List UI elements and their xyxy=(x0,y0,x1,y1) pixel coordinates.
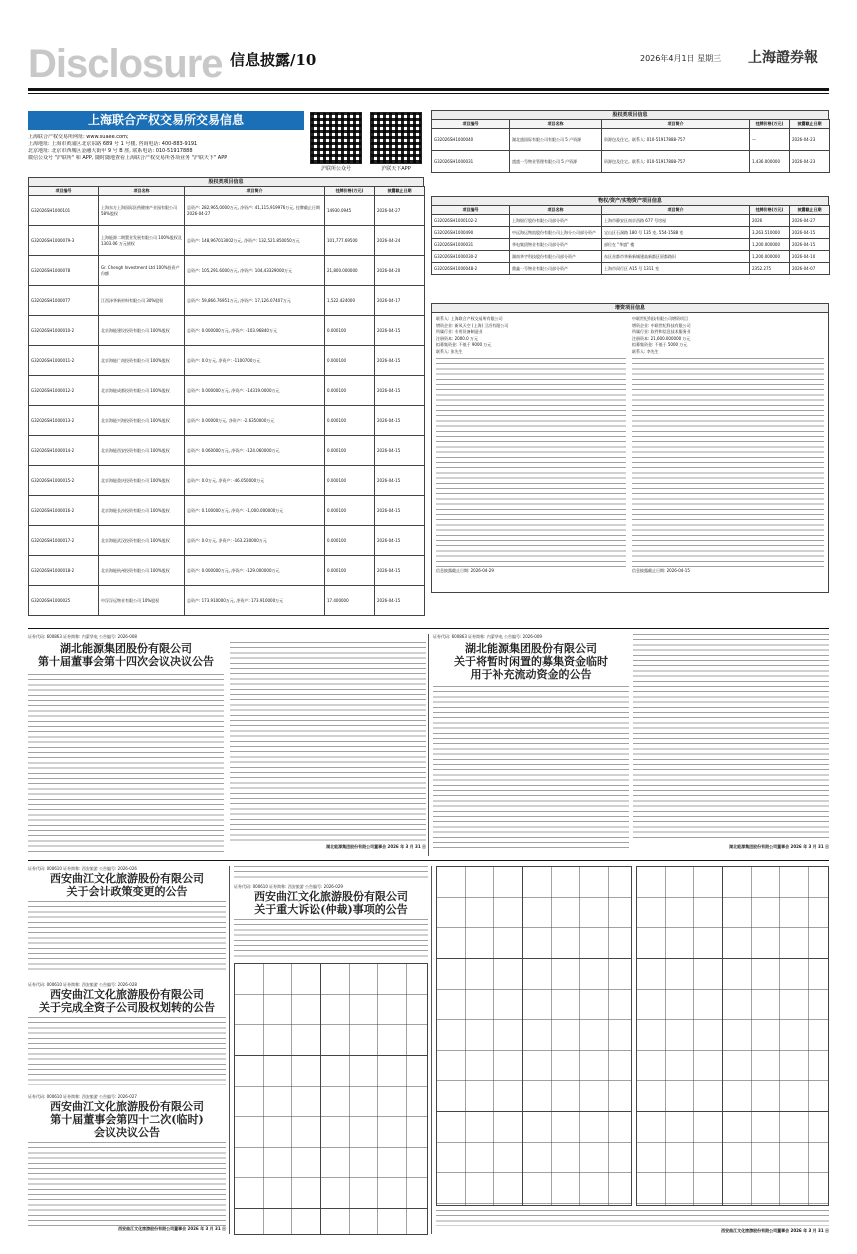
table-cell: 总资产: 0.00000万元, 净资产: -2.6350000万元 xyxy=(185,406,325,436)
notice-title: 西安曲江文化旅游股份有限公司 xyxy=(50,872,204,885)
table-cell: Gr. Chengh Investment Ltd 100%投资产份额 xyxy=(99,256,185,286)
table-cell: 2026-04-15 xyxy=(375,436,425,466)
table-cell: 北京海能重庆投资有限公司 100%股权 xyxy=(99,466,185,496)
notice-xian-litigation xyxy=(234,866,428,1234)
table-cell: 资源包及住宅。联系人: 010-51917888-757 xyxy=(602,129,750,151)
table-row xyxy=(432,239,830,251)
table-row xyxy=(29,586,425,616)
table-cell: 上海能源二期置业发展有限公司 100%股权及 1303.06 万元债权 xyxy=(99,226,185,256)
table-cell: 0.000100 xyxy=(325,316,375,346)
recruit-line: 注册资本: 2000.0 万元 xyxy=(436,335,478,341)
col-header: 项目编号 xyxy=(432,206,510,215)
recruit-right xyxy=(632,316,824,575)
table-row xyxy=(29,286,425,316)
notice-xian-board xyxy=(28,1094,226,1234)
body-text-block xyxy=(633,634,829,842)
table-cell: 部位在 "华盛" 楼 xyxy=(602,239,750,251)
recruit-line: 所属行业: 软件和信息技术服务业 xyxy=(632,329,691,334)
table-cell: 北京海能兴海投资有限公司 100%股权 xyxy=(99,406,185,436)
notice-meta: 证券代码: 000610 证券简称: 西安旅游 公告编号: 2026-027 xyxy=(28,1094,137,1099)
equity-table-left xyxy=(28,177,424,616)
table-cell: 2026-04-15 xyxy=(375,346,425,376)
table-cell: G32026SH1000102-2 xyxy=(432,215,510,227)
table-cell: 资源包及住宅。联系人: 010-51917888-757 xyxy=(602,151,750,173)
table-cell: 2026-04-15 xyxy=(375,526,425,556)
capital-increase-box xyxy=(431,303,829,593)
table-row xyxy=(29,436,425,466)
table-cell: 1,522.424000 xyxy=(325,286,375,316)
col-header: 挂牌价格(万元) xyxy=(325,187,375,196)
table-cell: 总资产: 0.000000万元, 净资产: -14319.0000万元 xyxy=(185,376,325,406)
table-cell: 总资产: 0.000000万元, 净资产: -103.96840万元 xyxy=(185,316,325,346)
table-cell: 0.000100 xyxy=(325,526,375,556)
col-header: 项目简介 xyxy=(602,206,750,215)
table-cell: 2026-04-15 xyxy=(375,586,425,616)
table-cell: 0.000100 xyxy=(325,376,375,406)
notice-signature: 西安曲江文化旅游股份有限公司董事会 2026 年 3 月 31 日 xyxy=(118,1226,226,1231)
table-row xyxy=(29,376,425,406)
table-cell: 2026-04-15 xyxy=(375,376,425,406)
body-text-block xyxy=(28,674,224,852)
table-cell: 总资产: 0.000000万元, 净资产: -129.000000万元 xyxy=(185,556,325,586)
table-row xyxy=(29,256,425,286)
table-row xyxy=(432,215,830,227)
notice-meta: 证券代码: 600863 证券简称: 内蒙华电 公告编号: 2026-008 xyxy=(28,634,137,639)
table-cell: G32026SH1000490 xyxy=(432,227,510,239)
table-cell: 盛盛一号物业管理有限公司 5 户资源 xyxy=(510,151,602,173)
table-cell: 2026-04-24 xyxy=(375,226,425,256)
body-text-block xyxy=(230,642,426,842)
table-cell: 鼎鑫一号物业有限公司部分资产 xyxy=(510,263,602,275)
recruit-line: 拟募集资金: 不低于 9000 万元 xyxy=(436,342,492,347)
col-header: 项目编号 xyxy=(29,187,99,196)
column-rule xyxy=(431,866,432,1234)
table-cell: G32026SH1000077 xyxy=(29,286,99,316)
table-cell: 1,200.000000 xyxy=(750,239,790,251)
table-cell: 总资产: 105,291.6000万元, 净资产: 104,43329000万元 xyxy=(185,256,325,286)
col-header: 挂牌价格(万元) xyxy=(750,206,790,215)
notice-hubei-board xyxy=(28,634,426,856)
litigation-table-continued xyxy=(436,866,632,1206)
table-cell: 2026-04-15 xyxy=(375,556,425,586)
table-cell: 2352.275 xyxy=(750,263,790,275)
table-cell: 上海市闵行区 A15 号 1311 室 xyxy=(602,263,750,275)
notice-title: 关于完成全资子公司股权划转的公告 xyxy=(39,1001,215,1014)
table-cell: G32026SH1000101 xyxy=(29,196,99,226)
table-cell: 江西泽华新材料有限公司 30%股权 xyxy=(99,286,185,316)
table-cell: 中浮浮远物业有限公司 10%股权 xyxy=(99,586,185,616)
table-cell: 北京海能武汉投资有限公司 100%股权 xyxy=(99,526,185,556)
section-divider xyxy=(28,860,829,861)
recruit-line: 增资企业: 新风天空 (上海) 卫浴有限公司 xyxy=(436,322,509,328)
notice-title: 关于重大诉讼(仲裁)事项的公告 xyxy=(254,903,408,916)
table-cell: G32026SH1000018-2 xyxy=(29,556,99,586)
contact-line: 上海联合产权交易所网址: www.suaee.com; xyxy=(28,134,129,140)
table-cell: G32026SH1000012-2 xyxy=(29,376,99,406)
table-cell: 上海市静安区南京西路 677 号房屋 xyxy=(602,215,750,227)
recruit-line: 信息披露截止日期: 2026-04-29 xyxy=(436,568,494,573)
table-title: 物权/资产/实物资产项目信息 xyxy=(431,196,829,205)
newspaper-logo: 上海證券報 xyxy=(748,50,818,66)
notice-meta: 证券代码: 600863 证券简称: 内蒙华电 公告编号: 2026-009 xyxy=(433,634,542,639)
recruit-line: 联系人: 李先生 xyxy=(632,348,659,354)
col-header: 披露截止日期 xyxy=(375,187,425,196)
table-cell: G32026SH1000030-2 xyxy=(432,251,510,263)
table-cell: 2026-04-27 xyxy=(375,196,425,226)
recruit-left xyxy=(436,316,626,575)
body-text-block xyxy=(28,1017,226,1085)
table-cell: 北京海能杭州投资有限公司 100%股权 xyxy=(99,556,185,586)
table-cell: 2026-04-27 xyxy=(790,215,830,227)
table-cell: 1,436.000000 xyxy=(750,151,790,173)
col-header: 项目简介 xyxy=(185,187,325,196)
table-cell: 2026-04-15 xyxy=(375,316,425,346)
table-cell: 总资产: 173.910000万元, 净资产: 173.910000万元 xyxy=(185,586,325,616)
col-header: 项目名称 xyxy=(510,120,602,129)
table-cell: G32026SH1000010-2 xyxy=(29,316,99,346)
table-cell: 0.000100 xyxy=(325,466,375,496)
notice-title: 湖北能源集团股份有限公司 xyxy=(60,642,192,655)
table-cell: 21,800.000000 xyxy=(325,256,375,286)
notice-title: 用于补充流动资金的公告 xyxy=(470,668,592,681)
qr-label: 沪联所公众号 xyxy=(320,166,351,172)
notice-meta: 证券代码: 000610 证券简称: 西安旅游 公告编号: 2026-029 xyxy=(234,884,343,889)
table-cell: G32026SH1000016-2 xyxy=(29,496,99,526)
table-cell: 北京海能长沙投资有限公司 100%股权 xyxy=(99,496,185,526)
table-cell: G32026SH1000079-3 xyxy=(29,226,99,256)
notice-title: 会议决议公告 xyxy=(94,1126,160,1139)
body-text-block xyxy=(234,919,428,959)
qr-code-wechat xyxy=(310,112,362,164)
table-row xyxy=(432,263,830,275)
table-cell: 总资产: 148,967013002万元, 净资产: 132,521.850050万元 xyxy=(185,226,325,256)
table-cell: 湖北盛国际有限公司有限公司 5 户资源 xyxy=(510,129,602,151)
col-header: 披露截止日期 xyxy=(790,206,830,215)
notice-title: 西安曲江文化旅游股份有限公司 xyxy=(50,1100,204,1113)
masthead xyxy=(28,38,829,84)
table-cell: 东区首都市华新新城建高新都区原都路旧 xyxy=(602,251,750,263)
table-cell: 总资产: 0.100000万元, 净资产: -1,000.000000万元 xyxy=(185,496,325,526)
table-cell: G32026SH1000017-2 xyxy=(29,526,99,556)
notice-title: 关于会计政策变更的公告 xyxy=(66,885,188,898)
exchange-title-bar: 上海联合产权交易所交易信息 xyxy=(28,111,304,130)
table-cell: 北京海能成都投资有限公司 100%股权 xyxy=(99,376,185,406)
col-header: 披露截止日期 xyxy=(790,120,830,129)
table-cell: 17.400000 xyxy=(325,586,375,616)
table-cell: 2026-04-23 xyxy=(790,151,830,173)
litigation-table xyxy=(234,963,428,1235)
notice-xian-transfer xyxy=(28,982,226,1090)
table-row xyxy=(29,556,425,586)
asset-table-right xyxy=(431,196,829,275)
table-cell: 1,200.000000 xyxy=(750,251,790,263)
table-cell: 2026-04-15 xyxy=(375,406,425,436)
body-text-block xyxy=(28,1142,226,1226)
equity-table-right xyxy=(431,110,829,173)
notice-header xyxy=(28,642,224,668)
exchange-contacts xyxy=(28,134,304,162)
qr-label: 沪联天下APP xyxy=(381,166,411,172)
table-cell: 101,777.69500 xyxy=(325,226,375,256)
table-cell: 2026-04-15 xyxy=(375,466,425,496)
table-cell: 0.000100 xyxy=(325,436,375,466)
table-cell: 北京海能西安投资有限公司 100%股权 xyxy=(99,436,185,466)
table-cell: G32026SH1000031 xyxy=(432,239,510,251)
table-cell: 宝山区石洞路 180 号 135 室, 554-1588 室 xyxy=(602,227,750,239)
contact-line: 微信公众号 "沪联所" 和 APP, 随时随地查看上海联合产权交易所各项业务 "沪联天下" APP xyxy=(28,155,228,161)
table-cell: 总资产: 0.0万元, 净资产: -1100700万元 xyxy=(185,346,325,376)
table-cell: 北京海能广南投资有限公司 100%股权 xyxy=(99,346,185,376)
contact-line: 北京地址: 北京市西城区金融大街甲 9 号 B 座, 联系电话: 010-51917888 xyxy=(28,148,193,154)
notice-title: 第十届董事会第四十二次(临时) xyxy=(50,1113,204,1126)
table-title: 股权类项目信息 xyxy=(431,110,829,119)
table-cell: 2026-04-15 xyxy=(790,239,830,251)
table-cell: G32026SH1000040 xyxy=(432,129,510,151)
notice-title: 关于将暂时闲置的募集资金临时 xyxy=(454,655,608,668)
recruit-line: 联系人: 张先生 xyxy=(436,348,463,354)
notice-signature: 湖北能源集团股份有限公司董事会 2026 年 3 月 31 日 xyxy=(326,844,426,849)
masthead-rule xyxy=(28,88,829,91)
table-cell: 2026-04-17 xyxy=(375,286,425,316)
table-cell: 0.000100 xyxy=(325,346,375,376)
brand-wordmark: Disclosure xyxy=(28,42,223,86)
table-row xyxy=(432,129,830,151)
table-cell: G32026SH1000013-2 xyxy=(29,406,99,436)
table-row xyxy=(29,316,425,346)
table-row xyxy=(432,251,830,263)
table-row xyxy=(29,466,425,496)
table-cell: 中远海运物流股份有限公司上海分公司部分资产 xyxy=(510,227,602,239)
table-cell: — xyxy=(750,129,790,151)
table-row xyxy=(29,526,425,556)
notice-meta: 证券代码: 000610 证券简称: 西安旅游 公告编号: 2026-028 xyxy=(28,982,137,987)
body-text-block xyxy=(433,686,629,852)
table-row xyxy=(29,226,425,256)
section-label: 信息披露/10 xyxy=(230,51,317,69)
notice-meta: 证券代码: 000610 证券简称: 西安旅游 公告编号: 2026-026 xyxy=(28,866,137,871)
recruit-line: 注册资本: 21,600.000000 万元 xyxy=(632,335,691,341)
table-cell: 华电集团物业有限公司部分资产 xyxy=(510,239,602,251)
contact-line: 上海地址: 上海市黄浦区北京东路 689 号 1 号楼, 咨询电话: 400-883-9191 xyxy=(28,141,198,147)
notice-title: 西安曲江文化旅游股份有限公司 xyxy=(50,988,204,1001)
table-cell: 总资产: 0.0万元, 净资产: -46.050000万元 xyxy=(185,466,325,496)
table-cell: 2026-04-20 xyxy=(375,256,425,286)
table-cell: 北京海能建设投资有限公司 100%股权 xyxy=(99,316,185,346)
table-cell: 0.000100 xyxy=(325,556,375,586)
table-row xyxy=(432,151,830,173)
col-header: 项目名称 xyxy=(510,206,602,215)
notice-title: 第十届董事会第十四次会议决议公告 xyxy=(38,655,214,668)
table-cell: 2026-04-15 xyxy=(375,496,425,526)
table-cell: 2026-04-15 xyxy=(790,227,830,239)
table-cell: 总资产: 282,965,0000万元, 净资产: 41,115,919976万元, 挂牌截止日期 2026-04-27 xyxy=(185,196,325,226)
notice-signature: 西安曲江文化旅游股份有限公司董事会 2026 年 3 月 31 日 xyxy=(721,1228,829,1233)
table-row xyxy=(432,227,830,239)
recruit-line: 信息披露截止日期: 2026-04-15 xyxy=(632,568,690,573)
table-cell: 2026-04-07 xyxy=(790,263,830,275)
table-cell: 2026-04-23 xyxy=(790,129,830,151)
recruit-line: 联系人: 上海联合产权交易所有限公司 xyxy=(436,316,503,321)
table-cell: G32026SH1000015-2 xyxy=(29,466,99,496)
section-divider xyxy=(28,628,829,629)
notice-hubei-funds xyxy=(433,634,829,856)
col-header: 项目简介 xyxy=(602,120,750,129)
table-cell: G32026SH1000078 xyxy=(29,256,99,286)
table-cell: 上海银行股份有限公司部分资产 xyxy=(510,215,602,227)
issue-date: 2026年4月1日 星期三 xyxy=(640,54,722,63)
table-cell: G32026SH1000025 xyxy=(29,586,99,616)
body-text-block xyxy=(436,1210,829,1226)
table-cell: 14930.0945 xyxy=(325,196,375,226)
table-cell: G32026SH1000048-2 xyxy=(432,263,510,275)
column-rule xyxy=(229,866,230,1234)
table-cell: G32026SH1000014-2 xyxy=(29,436,99,466)
table-cell: 湖南华宇科技股份有限公司部分资产 xyxy=(510,251,602,263)
body-text-block xyxy=(632,358,824,568)
body-text-block xyxy=(436,358,626,568)
recruit-line: 增资企业: 中联世纪科技有限公司 xyxy=(632,322,691,328)
col-header: 项目名称 xyxy=(99,187,185,196)
recruit-line: 拟募集资金: 不低于 5000 万元 xyxy=(632,342,688,347)
body-text-block xyxy=(234,866,428,878)
table-cell: 2026-04-10 xyxy=(790,251,830,263)
table-cell: G32026SH1000031 xyxy=(432,151,510,173)
notice-signature: 湖北能源集团股份有限公司董事会 2026 年 3 月 31 日 xyxy=(729,844,829,849)
table-title: 增资项目信息 xyxy=(432,304,828,313)
table-cell: 0.000100 xyxy=(325,496,375,526)
table-cell: 总资产: 0.060000万元, 净资产: -124.060000万元 xyxy=(185,436,325,466)
qr-code-app xyxy=(370,112,422,164)
masthead-rule-thin xyxy=(28,93,829,94)
table-cell: 3,263.510000 xyxy=(750,227,790,239)
table-row xyxy=(29,406,425,436)
table-cell: 上海东方上海国际医药健康产业园有限公司 58%股权 xyxy=(99,196,185,226)
recruit-line: 所属行业: 专用设备制造业 xyxy=(436,329,483,334)
body-text-block xyxy=(28,901,226,973)
table-cell: G32026SH1000011-2 xyxy=(29,346,99,376)
col-header: 挂牌价格(万元) xyxy=(750,120,790,129)
notice-xian-policy xyxy=(28,866,226,978)
table-row xyxy=(29,196,425,226)
notice-title: 湖北能源集团股份有限公司 xyxy=(465,642,597,655)
notice-title: 西安曲江文化旅游股份有限公司 xyxy=(254,890,408,903)
litigation-table-continued xyxy=(636,866,829,1206)
table-row xyxy=(29,496,425,526)
table-row xyxy=(29,346,425,376)
table-cell: 总资产: 0.0万元, 净资产: -163.230000万元 xyxy=(185,526,325,556)
table-cell: 2026 xyxy=(750,215,790,227)
recruit-line: 中联世纪科技有限公司增资项目 xyxy=(632,316,688,321)
table-cell: 0.000100 xyxy=(325,406,375,436)
col-header: 项目编号 xyxy=(432,120,510,129)
column-rule xyxy=(428,634,429,856)
table-title: 股权类项目信息 xyxy=(28,177,424,186)
table-cell: 总资产: 59,866.76951万元, 净资产: 17,126.07407万元 xyxy=(185,286,325,316)
notice-header xyxy=(433,642,629,681)
